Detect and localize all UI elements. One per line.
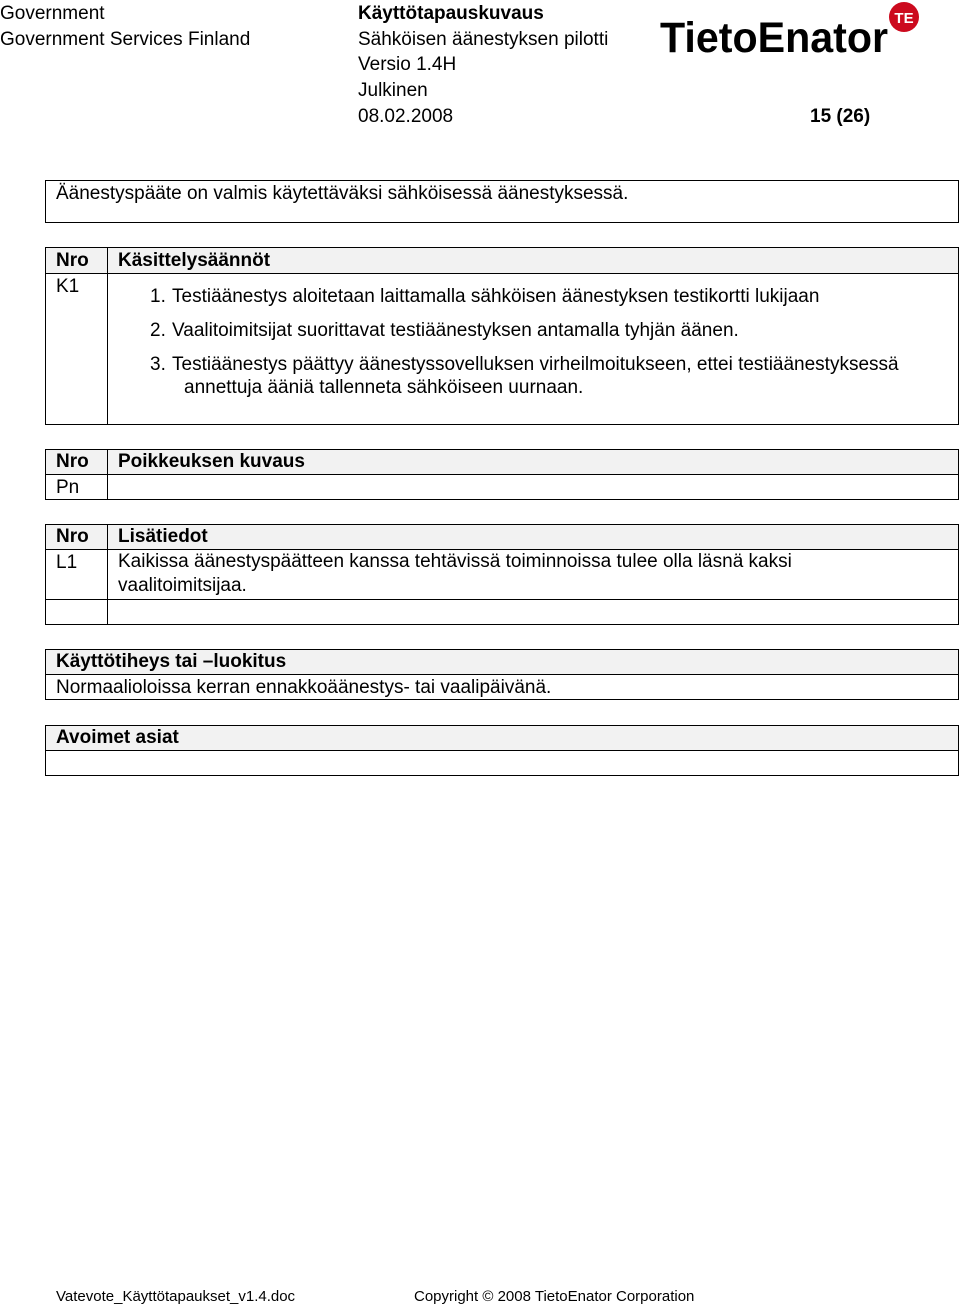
rules-col-nro: Nro (56, 250, 89, 271)
info-row-text: Kaikissa äänestyspäätteen kanssa tehtävissä toiminnoissa tulee olla läsnä kaksi (118, 551, 792, 572)
open-issues-header: Avoimet asiat (56, 727, 179, 748)
info-row-divider (45, 599, 959, 600)
rules-row-id: K1 (56, 276, 80, 297)
doc-version: Versio 1.4H (358, 54, 457, 75)
frequency-text: Normaalioloissa kerran ennakkoäänestys- tai vaalipäivänä. (56, 677, 552, 698)
page-number: 15 (26) (810, 106, 871, 127)
doc-title: Käyttötapauskuvaus (358, 3, 544, 24)
list-item-text: Vaalitoimitsijat suorittavat testiäänestyksen antamalla tyhjän äänen. (172, 320, 739, 341)
footer-filename: Vatevote_Käyttötapaukset_v1.4.doc (56, 1288, 296, 1305)
list-item-text: Testiäänestys aloitetaan laittamalla sähköisen äänestyksen testikortti lukijaan (172, 286, 820, 307)
open-issues-header-divider (45, 750, 959, 751)
org-unit: Government Services Finland (0, 29, 251, 50)
info-row-id: L1 (56, 552, 78, 573)
info-col-header: Lisätiedot (118, 526, 208, 547)
list-item-number: 1. (150, 286, 166, 307)
exceptions-row-id: Pn (56, 477, 80, 498)
logo-badge-text: TE (894, 10, 914, 27)
org-name: Government (0, 3, 105, 24)
postcondition-text: Äänestyspääte on valmis käytettäväksi sähköisessä äänestyksessä. (56, 183, 629, 204)
doc-classification: Julkinen (358, 80, 428, 101)
list-item-text-continuation: annettuja ääniä tallenneta sähköiseen uurnaan. (184, 377, 584, 398)
doc-date: 08.02.2008 (358, 106, 454, 127)
list-item-number: 3. (150, 354, 166, 375)
list-item-number: 2. (150, 320, 166, 341)
list-item-text: Testiäänestys päättyy äänestyssovelluksen virheilmoitukseen, ettei testiäänestyksessä (172, 354, 899, 375)
exceptions-col-nro: Nro (56, 451, 89, 472)
footer-copyright: Copyright © 2008 TietoEnator Corporation (414, 1288, 695, 1305)
info-col-nro: Nro (56, 526, 89, 547)
info-row-text-continuation: vaalitoimitsijaa. (118, 575, 247, 596)
rules-col-header: Käsittelysäännöt (118, 250, 271, 271)
exceptions-col-header: Poikkeuksen kuvaus (118, 451, 305, 472)
info-column-divider (107, 524, 108, 625)
exceptions-column-divider (107, 449, 108, 500)
frequency-header: Käyttötiheys tai –luokitus (56, 651, 287, 672)
doc-subtitle: Sähköisen äänestyksen pilotti (358, 29, 609, 50)
logo-wordmark: TietoEnator (660, 14, 889, 60)
tietoenator-logo (660, 2, 922, 60)
rules-column-divider (107, 247, 108, 425)
